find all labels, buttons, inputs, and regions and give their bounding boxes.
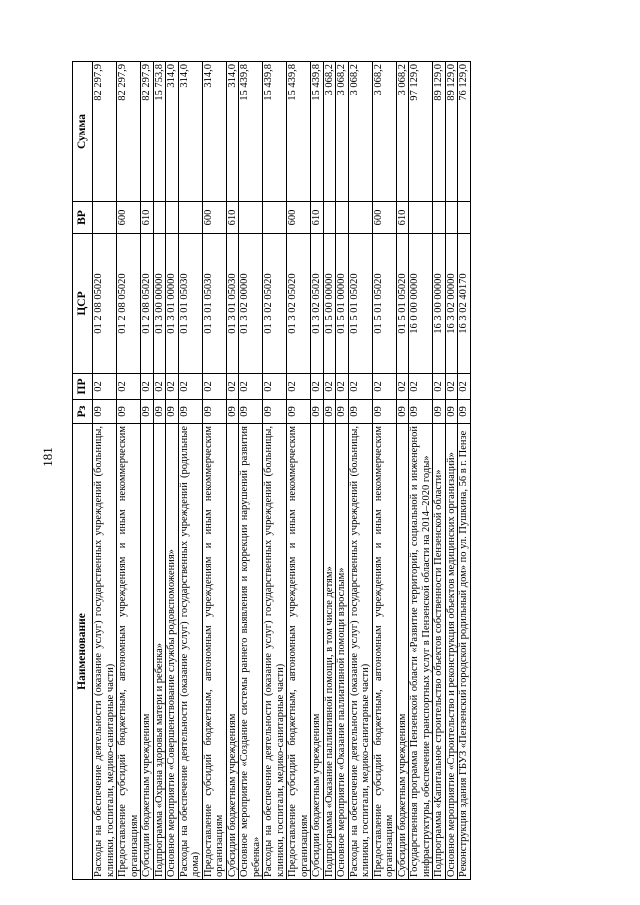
cell-pr: 02 — [93, 374, 117, 400]
cell-pr: 02 — [166, 374, 179, 400]
table-header-row — [73, 62, 93, 880]
cell-rz: 09 — [93, 400, 117, 424]
cell-csr: 01 3 02 00000 — [239, 234, 263, 374]
table-row — [323, 62, 336, 880]
cell-name: Подпрограмма «Оказание паллиативной помощи, в том числе детям» — [323, 424, 336, 880]
cell-csr: 01 3 02 05020 — [263, 234, 287, 374]
header-pr: ПР — [73, 374, 93, 400]
cell-pr: 02 — [336, 374, 349, 400]
cell-vr — [348, 202, 372, 234]
cell-rz: 09 — [117, 400, 141, 424]
cell-rz: 09 — [396, 400, 409, 424]
cell-sum: 314,0 — [178, 62, 202, 202]
table-body — [93, 62, 471, 880]
cell-vr — [458, 202, 471, 234]
cell-vr — [336, 202, 349, 234]
cell-csr: 01 5 00 00000 — [323, 234, 336, 374]
header-name: Наименование — [73, 424, 93, 880]
cell-vr: 600 — [287, 202, 311, 234]
cell-vr — [178, 202, 202, 234]
cell-pr: 02 — [226, 374, 239, 400]
cell-vr — [153, 202, 166, 234]
cell-sum: 15 439,8 — [239, 62, 263, 202]
cell-csr: 01 2 08 05020 — [141, 234, 154, 374]
cell-name: Основное мероприятие «Совершенствование службы родовспоможения» — [166, 424, 179, 880]
cell-name: Предоставление субсидий бюджетным, автономным учреждениям и иным некоммерческим организациям — [287, 424, 311, 880]
cell-pr: 02 — [141, 374, 154, 400]
cell-sum: 314,0 — [166, 62, 179, 202]
table-row — [372, 62, 396, 880]
table-row — [153, 62, 166, 880]
cell-vr — [93, 202, 117, 234]
cell-csr: 01 3 01 05030 — [178, 234, 202, 374]
cell-name: Субсидии бюджетным учреждениям — [226, 424, 239, 880]
table-row — [396, 62, 409, 880]
table-row — [433, 62, 446, 880]
cell-csr: 01 5 01 05020 — [396, 234, 409, 374]
cell-name: Расходы на обеспечение деятельности (оказание услуг) государственных учреждений (больницы, клиники, госпитали, медико-санитарные части) — [263, 424, 287, 880]
table-row — [178, 62, 202, 880]
table-row — [336, 62, 349, 880]
table-row — [311, 62, 324, 880]
table-row — [141, 62, 154, 880]
cell-rz: 09 — [226, 400, 239, 424]
cell-sum: 15 753,8 — [153, 62, 166, 202]
cell-name: Расходы на обеспечение деятельности (оказание услуг) государственных учреждений (больницы, клиники, госпитали, медико-санитарные части) — [348, 424, 372, 880]
table-row — [226, 62, 239, 880]
cell-pr: 02 — [396, 374, 409, 400]
cell-csr: 01 3 01 00000 — [166, 234, 179, 374]
cell-sum: 76 129,0 — [458, 62, 471, 202]
cell-vr: 610 — [141, 202, 154, 234]
cell-vr: 610 — [226, 202, 239, 234]
cell-pr: 02 — [239, 374, 263, 400]
cell-vr — [263, 202, 287, 234]
cell-vr — [433, 202, 446, 234]
cell-sum: 82 297,9 — [141, 62, 154, 202]
cell-csr: 16 0 00 00000 — [409, 234, 433, 374]
cell-name: Субсидии бюджетным учреждениям — [311, 424, 324, 880]
cell-csr: 16 3 00 00000 — [433, 234, 446, 374]
cell-sum: 3 068,2 — [323, 62, 336, 202]
cell-rz: 09 — [372, 400, 396, 424]
table-row — [117, 62, 141, 880]
cell-sum: 3 068,2 — [372, 62, 396, 202]
cell-rz: 09 — [287, 400, 311, 424]
cell-csr: 01 5 01 05020 — [348, 234, 372, 374]
cell-pr: 02 — [178, 374, 202, 400]
cell-rz: 09 — [433, 400, 446, 424]
cell-rz: 09 — [348, 400, 372, 424]
cell-rz: 09 — [336, 400, 349, 424]
cell-sum: 3 068,2 — [348, 62, 372, 202]
cell-vr — [239, 202, 263, 234]
table-row — [263, 62, 287, 880]
cell-rz: 09 — [202, 400, 226, 424]
header-sum: Сумма — [73, 62, 93, 202]
cell-name: Предоставление субсидий бюджетным, автономным учреждениям и иным некоммерческим организациям — [117, 424, 141, 880]
table-row — [445, 62, 458, 880]
cell-pr: 02 — [153, 374, 166, 400]
cell-pr: 02 — [372, 374, 396, 400]
cell-pr: 02 — [117, 374, 141, 400]
table-row — [348, 62, 372, 880]
cell-rz: 09 — [323, 400, 336, 424]
table-row — [166, 62, 179, 880]
cell-rz: 09 — [409, 400, 433, 424]
cell-name: Основное мероприятие «Оказание паллиативной помощи взрослым» — [336, 424, 349, 880]
cell-sum: 15 439,8 — [287, 62, 311, 202]
cell-vr: 600 — [117, 202, 141, 234]
cell-pr: 02 — [348, 374, 372, 400]
cell-sum: 314,0 — [202, 62, 226, 202]
cell-name: Основное мероприятие «Строительство и реконструкция объектов медицинских организаций» — [445, 424, 458, 880]
cell-pr: 02 — [263, 374, 287, 400]
cell-pr: 02 — [445, 374, 458, 400]
cell-csr: 16 3 02 00000 — [445, 234, 458, 374]
header-vr: ВР — [73, 202, 93, 234]
header-csr: ЦСР — [73, 234, 93, 374]
cell-sum: 82 297,9 — [117, 62, 141, 202]
cell-rz: 09 — [458, 400, 471, 424]
cell-vr: 610 — [311, 202, 324, 234]
table-row — [93, 62, 117, 880]
cell-sum: 82 297,9 — [93, 62, 117, 202]
cell-sum: 15 439,8 — [311, 62, 324, 202]
table-row — [202, 62, 226, 880]
cell-rz: 09 — [153, 400, 166, 424]
table-row — [239, 62, 263, 880]
cell-name: Реконструкция здания ГБУЗ «Пензенский городской родильный дом» по ул. Пушкина, 56 в г. Пензе — [458, 424, 471, 880]
cell-rz: 09 — [178, 400, 202, 424]
cell-name: Предоставление субсидий бюджетным, автономным учреждениям и иным некоммерческим организациям — [202, 424, 226, 880]
cell-rz: 09 — [239, 400, 263, 424]
cell-rz: 09 — [141, 400, 154, 424]
header-rz: Рз — [73, 400, 93, 424]
cell-name: Подпрограмма «Капитальное строительство объектов собственности Пензенской области» — [433, 424, 446, 880]
cell-sum: 3 068,2 — [396, 62, 409, 202]
cell-name: Предоставление субсидий бюджетным, автономным учреждениям и иным некоммерческим организациям — [372, 424, 396, 880]
cell-rz: 09 — [311, 400, 324, 424]
cell-csr: 16 3 02 40170 — [458, 234, 471, 374]
budget-table — [72, 61, 471, 880]
cell-pr: 02 — [287, 374, 311, 400]
cell-name: Расходы на обеспечение деятельности (оказание услуг) государственных учреждений (родильные дома) — [178, 424, 202, 880]
table-row — [458, 62, 471, 880]
cell-vr — [409, 202, 433, 234]
cell-csr: 01 3 02 05020 — [311, 234, 324, 374]
cell-csr: 01 2 08 05020 — [93, 234, 117, 374]
cell-sum: 3 068,2 — [336, 62, 349, 202]
cell-pr: 02 — [311, 374, 324, 400]
cell-csr: 01 2 08 05020 — [117, 234, 141, 374]
cell-sum: 15 439,8 — [263, 62, 287, 202]
cell-pr: 02 — [202, 374, 226, 400]
cell-csr: 01 3 01 05030 — [202, 234, 226, 374]
cell-name: Субсидии бюджетным учреждениям — [396, 424, 409, 880]
cell-name: Подпрограмма «Охрана здоровья матери и ребенка» — [153, 424, 166, 880]
cell-rz: 09 — [445, 400, 458, 424]
cell-csr: 01 3 01 05030 — [226, 234, 239, 374]
cell-rz: 09 — [166, 400, 179, 424]
cell-sum: 89 129,0 — [445, 62, 458, 202]
cell-sum: 314,0 — [226, 62, 239, 202]
cell-csr: 01 3 02 05020 — [287, 234, 311, 374]
cell-sum: 97 129,0 — [409, 62, 433, 202]
cell-vr: 600 — [202, 202, 226, 234]
cell-rz: 09 — [263, 400, 287, 424]
cell-name: Расходы на обеспечение деятельности (оказание услуг) государственных учреждений (больницы, клиники, госпитали, медико-санитарные части) — [93, 424, 117, 880]
cell-csr: 01 5 01 00000 — [336, 234, 349, 374]
cell-name: Государственная программа Пензенской области «Развитие территорий, социальной и инженерной инфраструктуры, обеспечение транспортных услуг в Пензенской области на 2014–2020 годы» — [409, 424, 433, 880]
cell-vr: 610 — [396, 202, 409, 234]
cell-csr: 01 5 01 05020 — [372, 234, 396, 374]
page-number: 181 — [40, 447, 55, 467]
cell-vr — [166, 202, 179, 234]
cell-vr — [323, 202, 336, 234]
cell-pr: 02 — [323, 374, 336, 400]
cell-pr: 02 — [409, 374, 433, 400]
cell-name: Субсидии бюджетным учреждениям — [141, 424, 154, 880]
cell-sum: 89 129,0 — [433, 62, 446, 202]
table-row — [409, 62, 433, 880]
rotated-page-content — [72, 62, 580, 880]
cell-pr: 02 — [458, 374, 471, 400]
cell-csr: 01 3 00 00000 — [153, 234, 166, 374]
cell-vr — [445, 202, 458, 234]
cell-vr: 600 — [372, 202, 396, 234]
cell-name: Основное мероприятие «Создание системы раннего выявления и коррекции нарушений развития ребенка» — [239, 424, 263, 880]
cell-pr: 02 — [433, 374, 446, 400]
table-row — [287, 62, 311, 880]
